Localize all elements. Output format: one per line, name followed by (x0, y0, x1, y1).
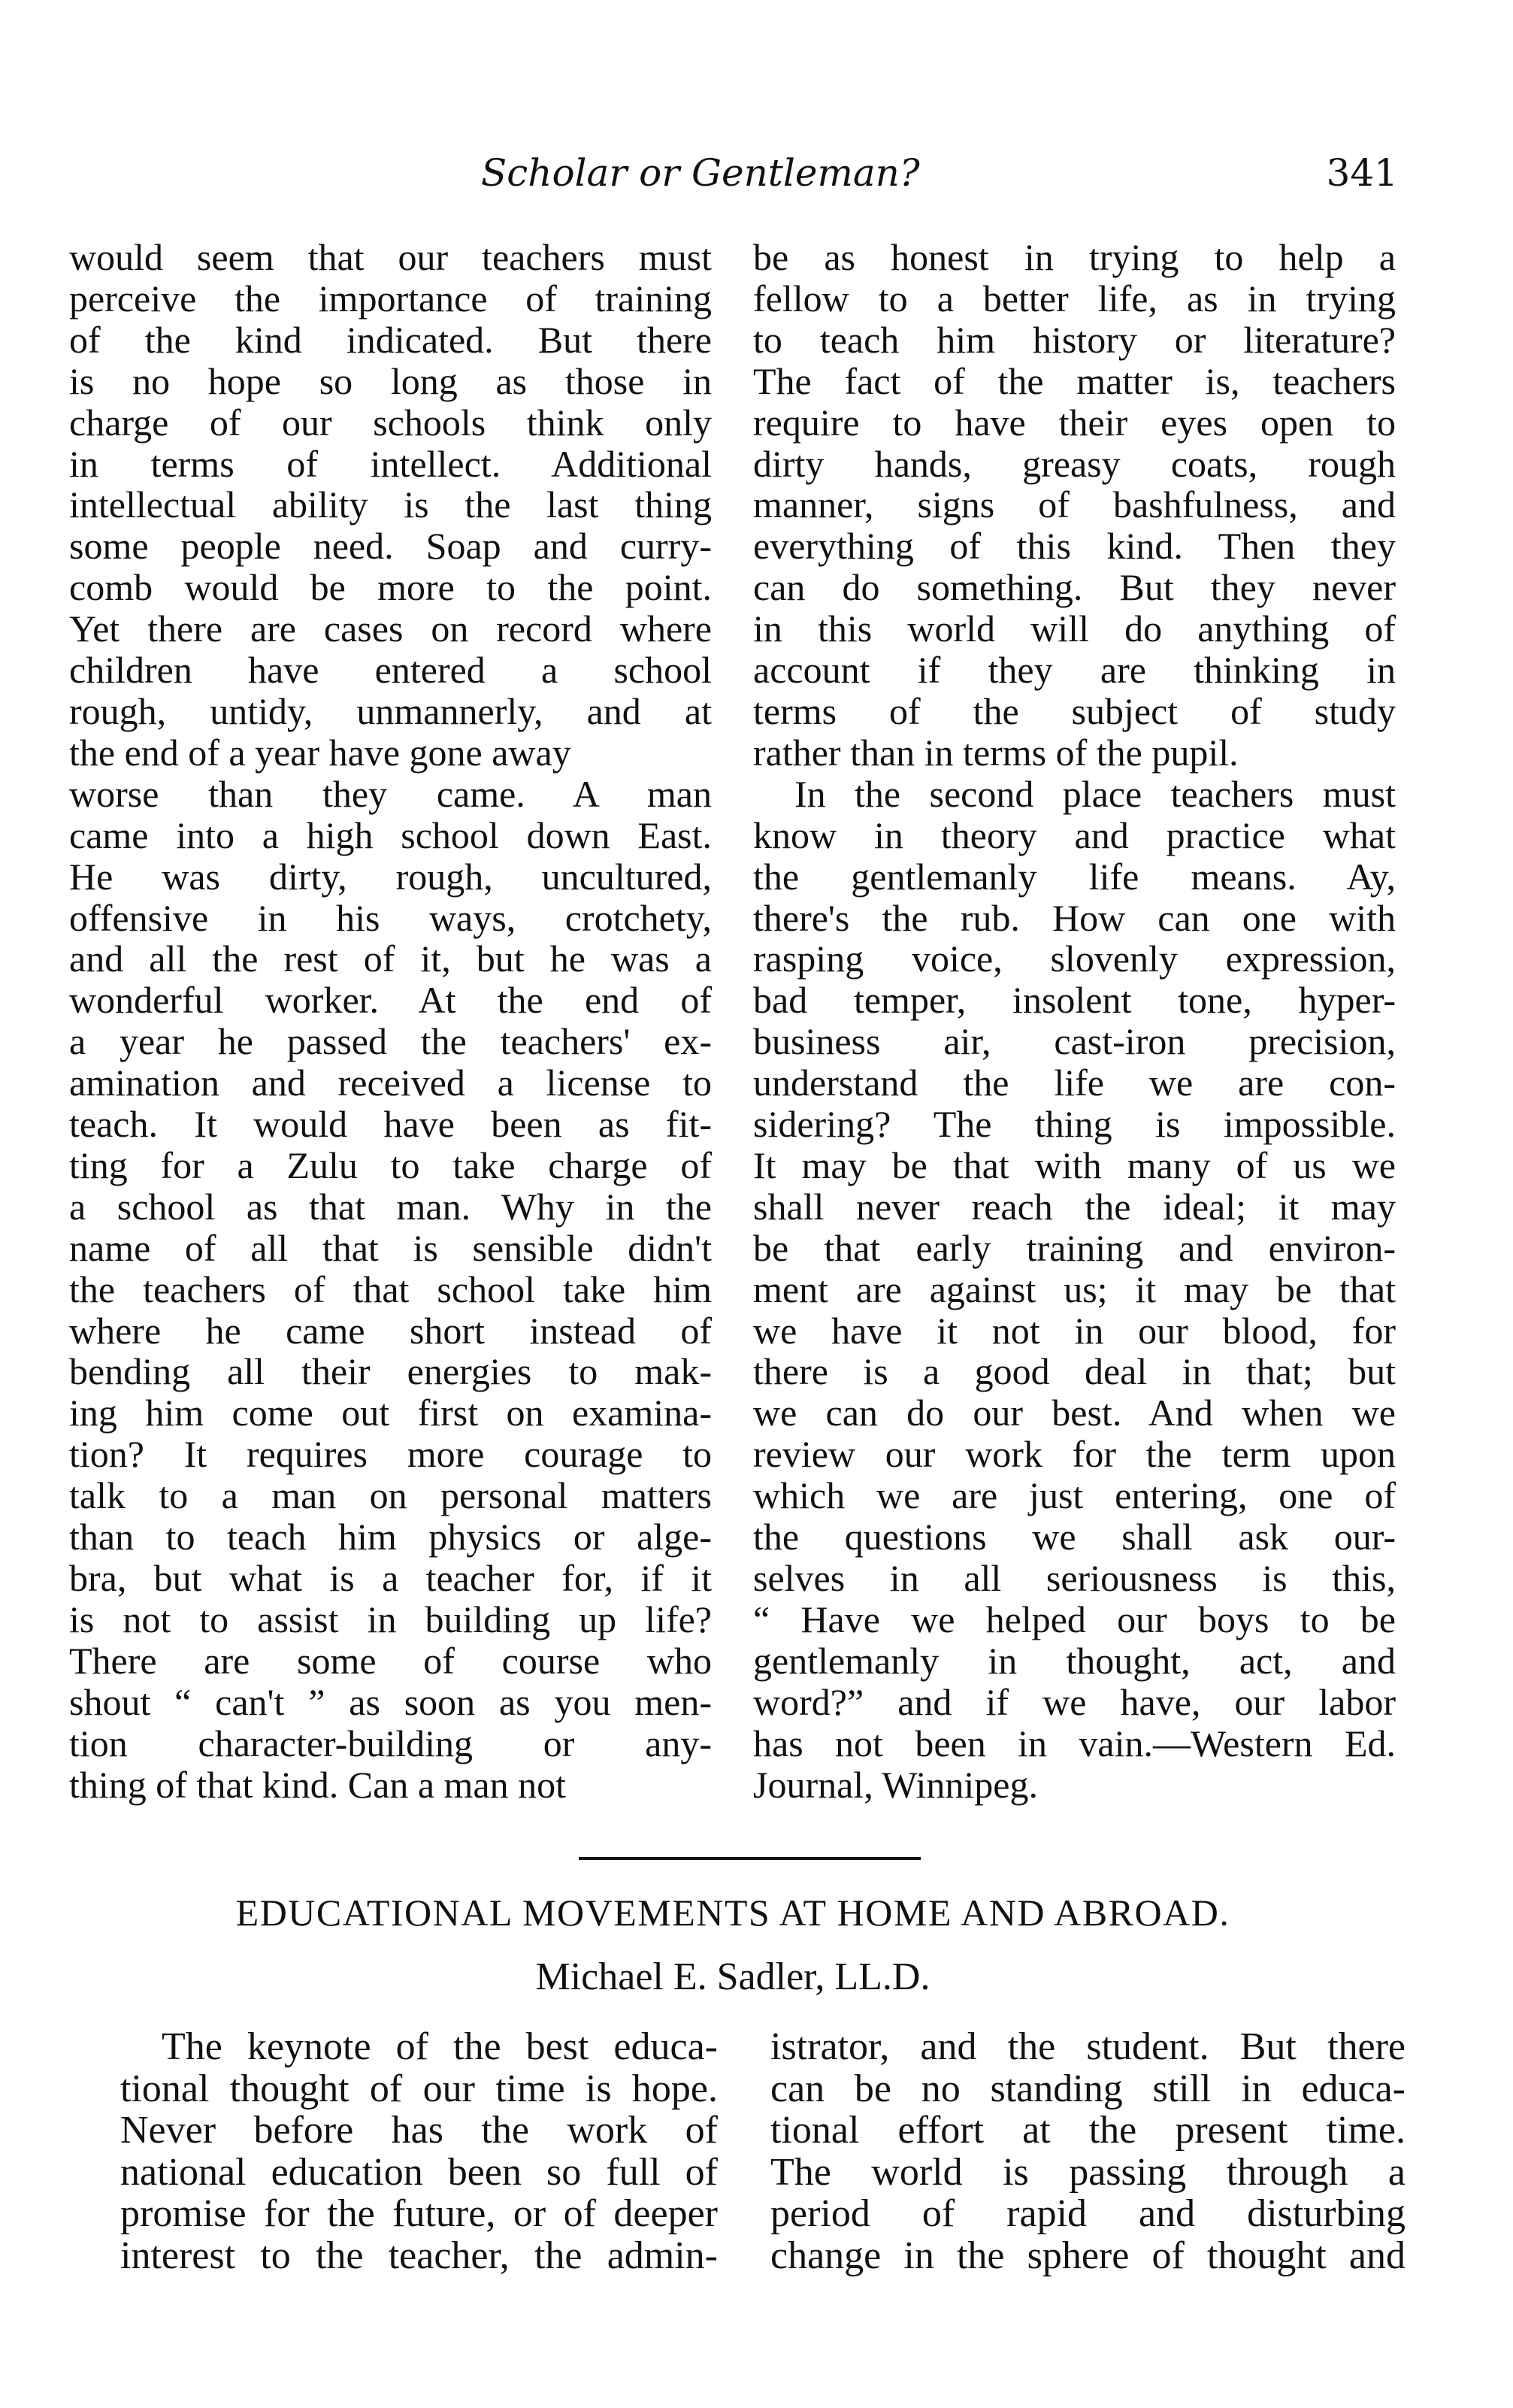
text-line: in terms of intellect. Additional (69, 442, 712, 485)
text-line: a year he passed the teachers' ex- (69, 1020, 712, 1063)
text-line: ting for a Zulu to take charge of (69, 1143, 712, 1186)
text-line: is not to assist in building up life? (69, 1598, 712, 1640)
text-line: promise for the future, or of deeper (120, 2192, 718, 2235)
text-line: we can do our best. And when we (753, 1392, 1396, 1434)
text-line: business air, cast-iron precision, (753, 1020, 1396, 1063)
text-line: bending all their energies to mak- (69, 1350, 712, 1393)
text-line: tion character-building or any- (69, 1722, 712, 1764)
text-line: the end of a year have gone away (69, 731, 571, 774)
text-line: account if they are thinking in (753, 649, 1396, 692)
running-title: Scholar or Gentleman? (481, 151, 920, 195)
section-heading: EDUCATIONAL MOVEMENTS AT HOME AND ABROAD. (235, 1892, 1230, 1934)
text-line: It may be that with many of us we (753, 1143, 1396, 1186)
text-line: can do something. But they never (753, 566, 1396, 609)
text-line: There are some of course who (69, 1639, 712, 1682)
text-line: selves in all seriousness is this, (753, 1557, 1396, 1599)
text-line: The fact of the matter is, teachers (753, 359, 1396, 402)
text-line: is no hope so long as those in (69, 359, 712, 402)
text-line: understand the life we are con- (753, 1062, 1396, 1104)
text-line: Journal, Winnipeg. (753, 1763, 1038, 1806)
text-line: worse than they came. A man (69, 772, 712, 815)
text-line: in this world will do anything of (753, 607, 1396, 650)
text-line: national education been so full of (120, 2150, 718, 2194)
article-column-left (69, 237, 712, 1805)
text-line: shout “ can't ” as soon as you men- (69, 1680, 712, 1723)
text-line: to teach him history or literature? (753, 318, 1396, 361)
text-line: The world is passing through a (770, 2150, 1406, 2194)
text-line: offensive in his ways, crotchety, (69, 896, 712, 939)
text-line: name of all that is sensible didn't (69, 1226, 712, 1269)
text-line: everything of this kind. Then they (753, 525, 1396, 568)
text-line: intellectual ability is the last thing (69, 483, 712, 526)
text-line: terms of the subject of study (753, 689, 1396, 732)
text-line: comb would be more to the point. (69, 566, 712, 609)
text-line: the teachers of that school take him (69, 1268, 712, 1310)
section-column-right (770, 2026, 1406, 2276)
text-line: teach. It would have been as fit- (69, 1103, 712, 1146)
text-line: period of rapid and disturbing (770, 2192, 1406, 2235)
text-line: Yet there are cases on record where (69, 607, 712, 650)
text-line: interest to the teacher, the admin- (120, 2234, 718, 2277)
text-line: there is a good deal in that; but (753, 1350, 1396, 1393)
text-line: than to teach him physics or alge- (69, 1516, 712, 1558)
text-line: know in theory and practice what (753, 813, 1396, 856)
text-line: shall never reach the ideal; it may (753, 1185, 1396, 1228)
text-line: children have entered a school (69, 649, 712, 692)
text-line: some people need. Soap and curry- (69, 525, 712, 568)
text-line: came into a high school down East. (69, 813, 712, 856)
text-line: ing him come out first on examina- (69, 1392, 712, 1434)
text-line: we have it not in our blood, for (753, 1309, 1396, 1352)
text-line: which we are just entering, one of (753, 1474, 1396, 1517)
text-line: word?” and if we have, our labor (753, 1680, 1396, 1723)
text-line: gentlemanly in thought, act, and (753, 1639, 1396, 1682)
page-number: 341 (1326, 151, 1398, 195)
text-line: bad temper, insolent tone, hyper- (753, 979, 1396, 1022)
text-line: has not been in vain.—Western Ed. (753, 1722, 1396, 1764)
text-line: change in the sphere of thought and (770, 2234, 1406, 2277)
text-line: He was dirty, rough, uncultured, (69, 855, 712, 898)
text-line: bra, but what is a teacher for, if it (69, 1557, 712, 1599)
text-line: wonderful worker. At the end of (69, 979, 712, 1022)
text-line: fellow to a better life, as in trying (753, 277, 1396, 320)
text-line: require to have their eyes open to (753, 401, 1396, 444)
text-line: dirty hands, greasy coats, rough (753, 442, 1396, 485)
text-line: be that early training and environ- (753, 1226, 1396, 1269)
text-line: thing of that kind. Can a man not (69, 1763, 567, 1806)
text-line: sidering? The thing is impossible. (753, 1103, 1396, 1146)
text-line: rather than in terms of the pupil. (753, 731, 1239, 774)
text-line: there's the rub. How can one with (753, 896, 1396, 939)
text-line: review our work for the term upon (753, 1433, 1396, 1476)
text-line: rough, untidy, unmannerly, and at (69, 689, 712, 732)
text-line: Never before has the work of (120, 2109, 718, 2152)
text-line: talk to a man on personal matters (69, 1474, 712, 1517)
text-line: would seem that our teachers must (69, 236, 712, 278)
section-author: Michael E. Sadler, LL.D. (535, 1955, 930, 1998)
section-column-left (120, 2026, 718, 2276)
text-line: rasping voice, slovenly expression, (753, 937, 1396, 980)
running-head (68, 139, 1398, 207)
text-line: charge of our schools think only (69, 401, 712, 444)
section-divider (579, 1857, 921, 1860)
text-line: and all the rest of it, but he was a (69, 937, 712, 980)
article-column-right (753, 237, 1396, 1805)
text-line: the questions we shall ask our- (753, 1516, 1396, 1558)
text-line: In the second place teachers must (794, 772, 1396, 815)
text-line: amination and received a license to (69, 1062, 712, 1104)
text-line: manner, signs of bashfulness, and (753, 483, 1396, 526)
text-line: of the kind indicated. But there (69, 318, 712, 361)
text-line: where he came short instead of (69, 1309, 712, 1352)
text-line: a school as that man. Why in the (69, 1185, 712, 1228)
text-line: tional effort at the present time. (770, 2109, 1406, 2152)
text-line: tional thought of our time is hope. (120, 2067, 718, 2110)
text-line: the gentlemanly life means. Ay, (753, 855, 1396, 898)
text-line: The keynote of the best educa- (162, 2025, 718, 2068)
text-line: tion? It requires more courage to (69, 1433, 712, 1476)
text-line: ment are against us; it may be that (753, 1268, 1396, 1310)
text-line: istrator, and the student. But there (770, 2025, 1406, 2068)
text-line: “ Have we helped our boys to be (753, 1598, 1396, 1640)
text-line: be as honest in trying to help a (753, 236, 1396, 278)
text-line: can be no standing still in educa- (770, 2067, 1406, 2110)
text-line: perceive the importance of training (69, 277, 712, 320)
